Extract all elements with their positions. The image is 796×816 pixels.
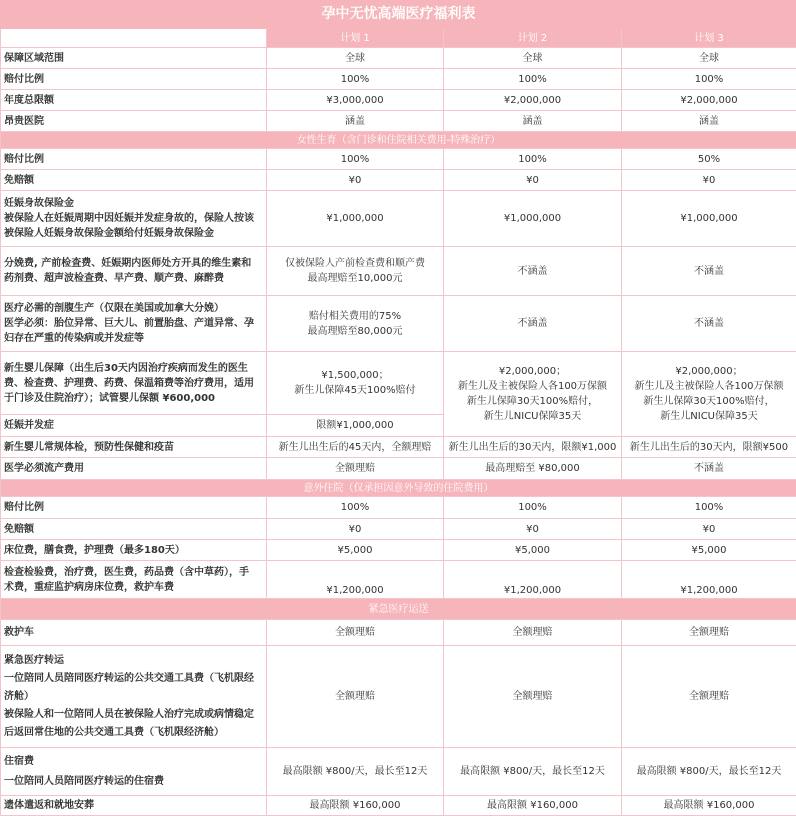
complication-plan-1: 限额¥1,000,000 [267, 415, 444, 437]
abortion-label: 医学必须流产费用 [1, 458, 267, 480]
table-row [1, 540, 796, 561]
table-row [1, 561, 796, 599]
table-row [1, 296, 796, 352]
exam-fee-label [1, 561, 267, 599]
ambulance-plan-3: 全额理赔 [622, 620, 796, 646]
newborn-plan-3-line: ¥2,000,000； [625, 364, 793, 379]
coverage-area-plan-2: 全球 [444, 48, 622, 69]
ambulance-label: 救护车 [1, 620, 267, 646]
expensive-hospital-plan-3: 涵盖 [622, 111, 796, 132]
female-deductible-label: 免赔额 [1, 170, 267, 191]
newborn-plan-1-line: 新生儿保障45天100%赔付 [270, 383, 440, 398]
accident-deductible-plan-2: ¥0 [444, 519, 622, 540]
table-row [1, 111, 796, 132]
pregnancy-death-plan-1: ¥1,000,000 [267, 191, 444, 247]
cesarean-plan-1-line: 赔付相关费用的75% [270, 309, 440, 324]
complication-label: 妊娠并发症 [1, 415, 267, 437]
cesarean-label [1, 296, 267, 352]
transfer-plan-3: 全额理赔 [622, 646, 796, 748]
table-row [1, 437, 796, 458]
coverage-area-label: 保障区域范围 [1, 48, 267, 69]
exam-fee-label-line: 检查检验费，治疗费，医生费，药品费（含中草药），手 [4, 565, 263, 580]
bed-fee-label: 床位费，膳食费，护理费（最多180天） [1, 540, 267, 561]
cesarean-plan-3: 不涵盖 [622, 296, 796, 352]
transfer-plan-2: 全额理赔 [444, 646, 622, 748]
ratio-plan-1: 100% [267, 69, 444, 90]
ambulance-plan-2: 全额理赔 [444, 620, 622, 646]
cesarean-label-line: 妇存在严重的传染病或并发症等 [4, 331, 263, 346]
cesarean-plan-1 [267, 296, 444, 352]
newborn-plan-2-line: 新生儿保障30天100%赔付， [447, 394, 618, 409]
pregnancy-death-label-line: 被保险人在妊娠周期中因妊娠并发症身故的，保险人按该 [4, 211, 263, 226]
transfer-label-line: 一位陪同人员陪同医疗转运的公共交通工具费（飞机限经 [4, 670, 263, 688]
female-deductible-plan-2: ¥0 [444, 170, 622, 191]
pregnancy-death-label-line: 被保险人妊娠身故保险金额给付妊娠身故保险金 [4, 226, 263, 241]
table-title: 孕中无忧高端医疗福利表 [1, 1, 796, 29]
bed-fee-plan-2: ¥5,000 [444, 540, 622, 561]
newborn-plan-3-line: 新生儿及主被保险人各100万保额 [625, 379, 793, 394]
newborn-label-line: 费、检查费、护理费、药费、保温箱费等治疗费用，适用 [4, 376, 263, 391]
ratio-plan-2: 100% [444, 69, 622, 90]
delivery-plan-1 [267, 247, 444, 296]
plan-1-header: 计划 1 [267, 29, 444, 48]
table-row [1, 748, 796, 796]
female-ratio-plan-2: 100% [444, 149, 622, 170]
female-ratio-plan-3: 50% [622, 149, 796, 170]
delivery-label [1, 247, 267, 296]
newborn-plan-3-line: 新生儿NICU保障35天 [625, 409, 793, 424]
lodging-plan-2: 最高限额 ¥800/天，最长至12天 [444, 748, 622, 796]
ratio-label: 赔付比例 [1, 69, 267, 90]
cesarean-label-line: 医疗必需的剖腹生产（仅限在美国或加拿大分娩） [4, 301, 263, 316]
pregnancy-death-label [1, 191, 267, 247]
lodging-label-line: 住宿费 [4, 752, 263, 772]
newborn-check-label: 新生婴儿常规体检，预防性保健和疫苗 [1, 437, 267, 458]
delivery-plan-3: 不涵盖 [622, 247, 796, 296]
expensive-hospital-plan-2: 涵盖 [444, 111, 622, 132]
accident-ratio-plan-3: 100% [622, 497, 796, 519]
table-row [1, 519, 796, 540]
newborn-check-plan-2: 新生儿出生后的30天内，限额¥1,000 [444, 437, 622, 458]
transfer-label-line: 被保险人和一位陪同人员在被保险人治疗完成或病情稳定 [4, 706, 263, 724]
lodging-label-line: 一位陪同人员陪同医疗转运的住宿费 [4, 772, 263, 792]
remains-plan-3: 最高限额 ¥160,000 [622, 796, 796, 816]
plan-3-header: 计划 3 [622, 29, 796, 48]
pregnancy-death-label-line: 妊娠身故保险金 [4, 196, 263, 211]
delivery-label-line: 分娩费, 产前检查费、妊娠期内医师处方开具的维生素和 [4, 256, 263, 271]
table-row [1, 247, 796, 296]
table-row [1, 48, 796, 69]
expensive-hospital-plan-1: 涵盖 [267, 111, 444, 132]
bed-fee-plan-3: ¥5,000 [622, 540, 796, 561]
accident-deductible-plan-1: ¥0 [267, 519, 444, 540]
cesarean-label-line: 医学必须：胎位异常、巨大儿、前置胎盘、产道异常、孕 [4, 316, 263, 331]
newborn-plan-1 [267, 352, 444, 415]
remains-label: 遗体遣返和就地安葬 [1, 796, 267, 816]
annual-limit-label: 年度总限额 [1, 90, 267, 111]
plan-2-header: 计划 2 [444, 29, 622, 48]
annual-limit-plan-2: ¥2,000,000 [444, 90, 622, 111]
delivery-label-line: 药剂费、超声波检查费、早产费、顺产费、麻醉费 [4, 271, 263, 286]
table-row [1, 458, 796, 480]
exam-fee-plan-3: ¥1,200,000 [622, 561, 796, 599]
newborn-check-plan-1: 新生儿出生后的45天内，全额理赔 [267, 437, 444, 458]
female-deductible-plan-1: ¥0 [267, 170, 444, 191]
table-row [1, 69, 796, 90]
cesarean-plan-2: 不涵盖 [444, 296, 622, 352]
annual-limit-plan-1: ¥3,000,000 [267, 90, 444, 111]
section-accident-header: 意外住院（仅承担因意外导致的住院费用） [1, 480, 796, 497]
delivery-plan-1-line: 仅被保险人产前检查费和顺产费 [270, 256, 440, 271]
pregnancy-death-plan-3: ¥1,000,000 [622, 191, 796, 247]
female-ratio-label: 赔付比例 [1, 149, 267, 170]
remains-plan-1: 最高限额 ¥160,000 [267, 796, 444, 816]
table-row [1, 620, 796, 646]
coverage-area-plan-3: 全球 [622, 48, 796, 69]
table-row [1, 90, 796, 111]
cesarean-plan-1-line: 最高理赔至80,000元 [270, 324, 440, 339]
remains-plan-2: 最高限额 ¥160,000 [444, 796, 622, 816]
exam-fee-plan-2: ¥1,200,000 [444, 561, 622, 599]
newborn-plan-2-line: 新生儿NICU保障35天 [447, 409, 618, 424]
header-blank [1, 29, 267, 48]
newborn-plan-3 [622, 352, 796, 437]
transfer-label-line: 紧急医疗转运 [4, 652, 263, 670]
transfer-plan-1: 全额理赔 [267, 646, 444, 748]
lodging-plan-1: 最高限额 ¥800/天，最长至12天 [267, 748, 444, 796]
newborn-plan-2-line: 新生儿及主被保险人各100万保额 [447, 379, 618, 394]
accident-ratio-label: 赔付比例 [1, 497, 267, 519]
table-row [1, 497, 796, 519]
pregnancy-death-plan-2: ¥1,000,000 [444, 191, 622, 247]
exam-fee-label-line: 术费，重症监护病房床位费，救护车费 [4, 580, 263, 595]
expensive-hospital-label: 昂贵医院 [1, 111, 267, 132]
bed-fee-plan-1: ¥5,000 [267, 540, 444, 561]
female-ratio-plan-1: 100% [267, 149, 444, 170]
section-emergency-header: 紧急医疗运送 [1, 599, 796, 620]
accident-deductible-label: 免赔额 [1, 519, 267, 540]
exam-fee-plan-1: ¥1,200,000 [267, 561, 444, 599]
newborn-plan-1-line: ¥1,500,000； [270, 368, 440, 383]
newborn-label-line: 新生婴儿保障（出生后30天内因治疗疾病而发生的医生 [4, 361, 263, 376]
table-row [1, 352, 796, 415]
abortion-plan-3: 不涵盖 [622, 458, 796, 480]
newborn-plan-2 [444, 352, 622, 437]
accident-ratio-plan-1: 100% [267, 497, 444, 519]
section-female-header: 女性生育（含门诊和住院相关费用-特殊治疗） [1, 132, 796, 149]
abortion-plan-1: 全额理赔 [267, 458, 444, 480]
table-row [1, 646, 796, 748]
female-deductible-plan-3: ¥0 [622, 170, 796, 191]
coverage-area-plan-1: 全球 [267, 48, 444, 69]
transfer-label [1, 646, 267, 748]
lodging-label [1, 748, 267, 796]
newborn-check-plan-3: 新生儿出生后的30天内，限额¥500 [622, 437, 796, 458]
transfer-label-line: 后返回常住地的公共交通工具费（飞机限经济舱） [4, 724, 263, 742]
lodging-plan-3: 最高限额 ¥800/天，最长至12天 [622, 748, 796, 796]
annual-limit-plan-3: ¥2,000,000 [622, 90, 796, 111]
newborn-label-line: 于门诊及住院治疗）；试管婴儿保额 ¥600,000 [4, 391, 263, 406]
delivery-plan-2: 不涵盖 [444, 247, 622, 296]
delivery-plan-1-line: 最高理赔至10,000元 [270, 271, 440, 286]
table-row [1, 149, 796, 170]
transfer-label-line: 济舱） [4, 688, 263, 706]
ratio-plan-3: 100% [622, 69, 796, 90]
newborn-plan-3-line: 新生儿保障30天100%赔付， [625, 394, 793, 409]
table-row [1, 191, 796, 247]
newborn-plan-2-line: ¥2,000,000； [447, 364, 618, 379]
table-row [1, 170, 796, 191]
accident-ratio-plan-2: 100% [444, 497, 622, 519]
ambulance-plan-1: 全额理赔 [267, 620, 444, 646]
newborn-label [1, 352, 267, 415]
accident-deductible-plan-3: ¥0 [622, 519, 796, 540]
abortion-plan-2: 最高理赔至 ¥80,000 [444, 458, 622, 480]
